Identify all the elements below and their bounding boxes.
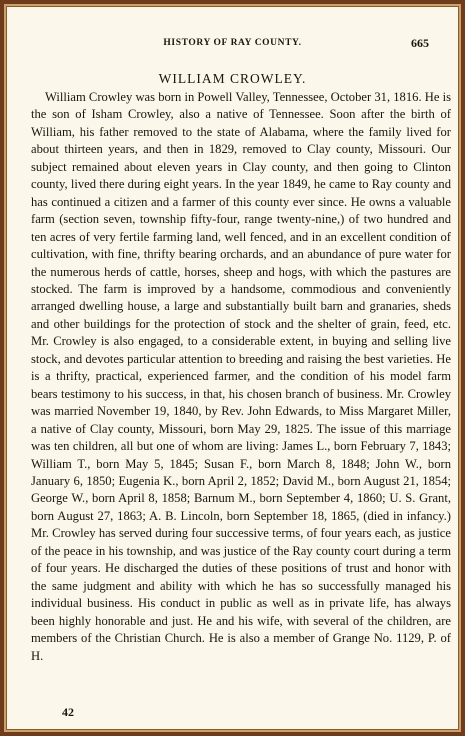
page-number: 665 (411, 36, 429, 50)
page-mat (4, 4, 461, 732)
article-heading: WILLIAM CROWLEY. (158, 71, 307, 86)
article-body: William Crowley was born in Powell Valley, Tennessee, October 31, 1816. He is the son of Isham Crowley, also a native of Tennessee. Soon after the birth of William, his father removed to the state of Alabama, where the family lived for about thirteen years, and then in 1829, removed to Clay county, Missouri. Our subject remained about eleven years in Clay county, and then going to Clinton county, lived there during eight years. In the year 1849, he came to Ray county and has continued a citizen and a farmer of this county ever since. He owns a valuable farm (section seven, township fifty-four, range twenty-nine,) of two hundred and ten acres of very fertile farming land, well fenced, and in an excellent condition of cultivation, with fine, thrifty bearing orchards, and an abundance of pure water for the numerous herds of cattle, horses, sheep and hogs, with which the pastures are stocked. The farm is improved by a handsome, commodious and conveniently arranged dwelling house, a large and substantially built barn and granaries, sheds and other buildings for the protection of stock and the shelter of grain, feed, etc. Mr. Crowley is also engaged, to a considerable extent, in buying and selling live stock, and devotes particular attention to breeding and raising the best varieties. He is a thrifty, practical, experienced farmer, and the condition of his model farm bears testimony to his success, in that, his chosen branch of business. Mr. Crowley was married November 19, 1840, by Rev. John Edwards, to Miss Margaret Miller, a native of Clay county, Missouri, born May 29, 1825. The issue of this marriage was ten children, all but one of whom are living: James L., born February 7, 1843; William T., born May 5, 1845; Susan F., born March 8, 1848; John W., born January 6, 1850; Eugenia K., born April 2, 1852; David M., born August 21, 1854; George W., born April 8, 1858; Barnum M., born September 4, 1860; U. S. Grant, born August 27, 1863; A. B. Lincoln, born September 18, 1865, (died in infancy.) Mr. Crowley has served during four successive terms, of four years each, as justice of the peace in his township, and was justice of the Ray county court during a term of four years. He discharged the duties of these positions of trust and honor with the same judgment and ability with which he has so successfully managed his individual business. His conduct in public as well as in private life, has always been highly honorable and just. He and his wife, with several of the children, are members of the Christian Church. He is also a member of Grange No. 1129, P. of H. (31, 90, 451, 663)
book-page (6, 6, 459, 730)
signature-mark: 42 (62, 705, 74, 719)
running-head-title: HISTORY OF RAY COUNTY. (163, 38, 302, 48)
running-head (7, 38, 458, 52)
